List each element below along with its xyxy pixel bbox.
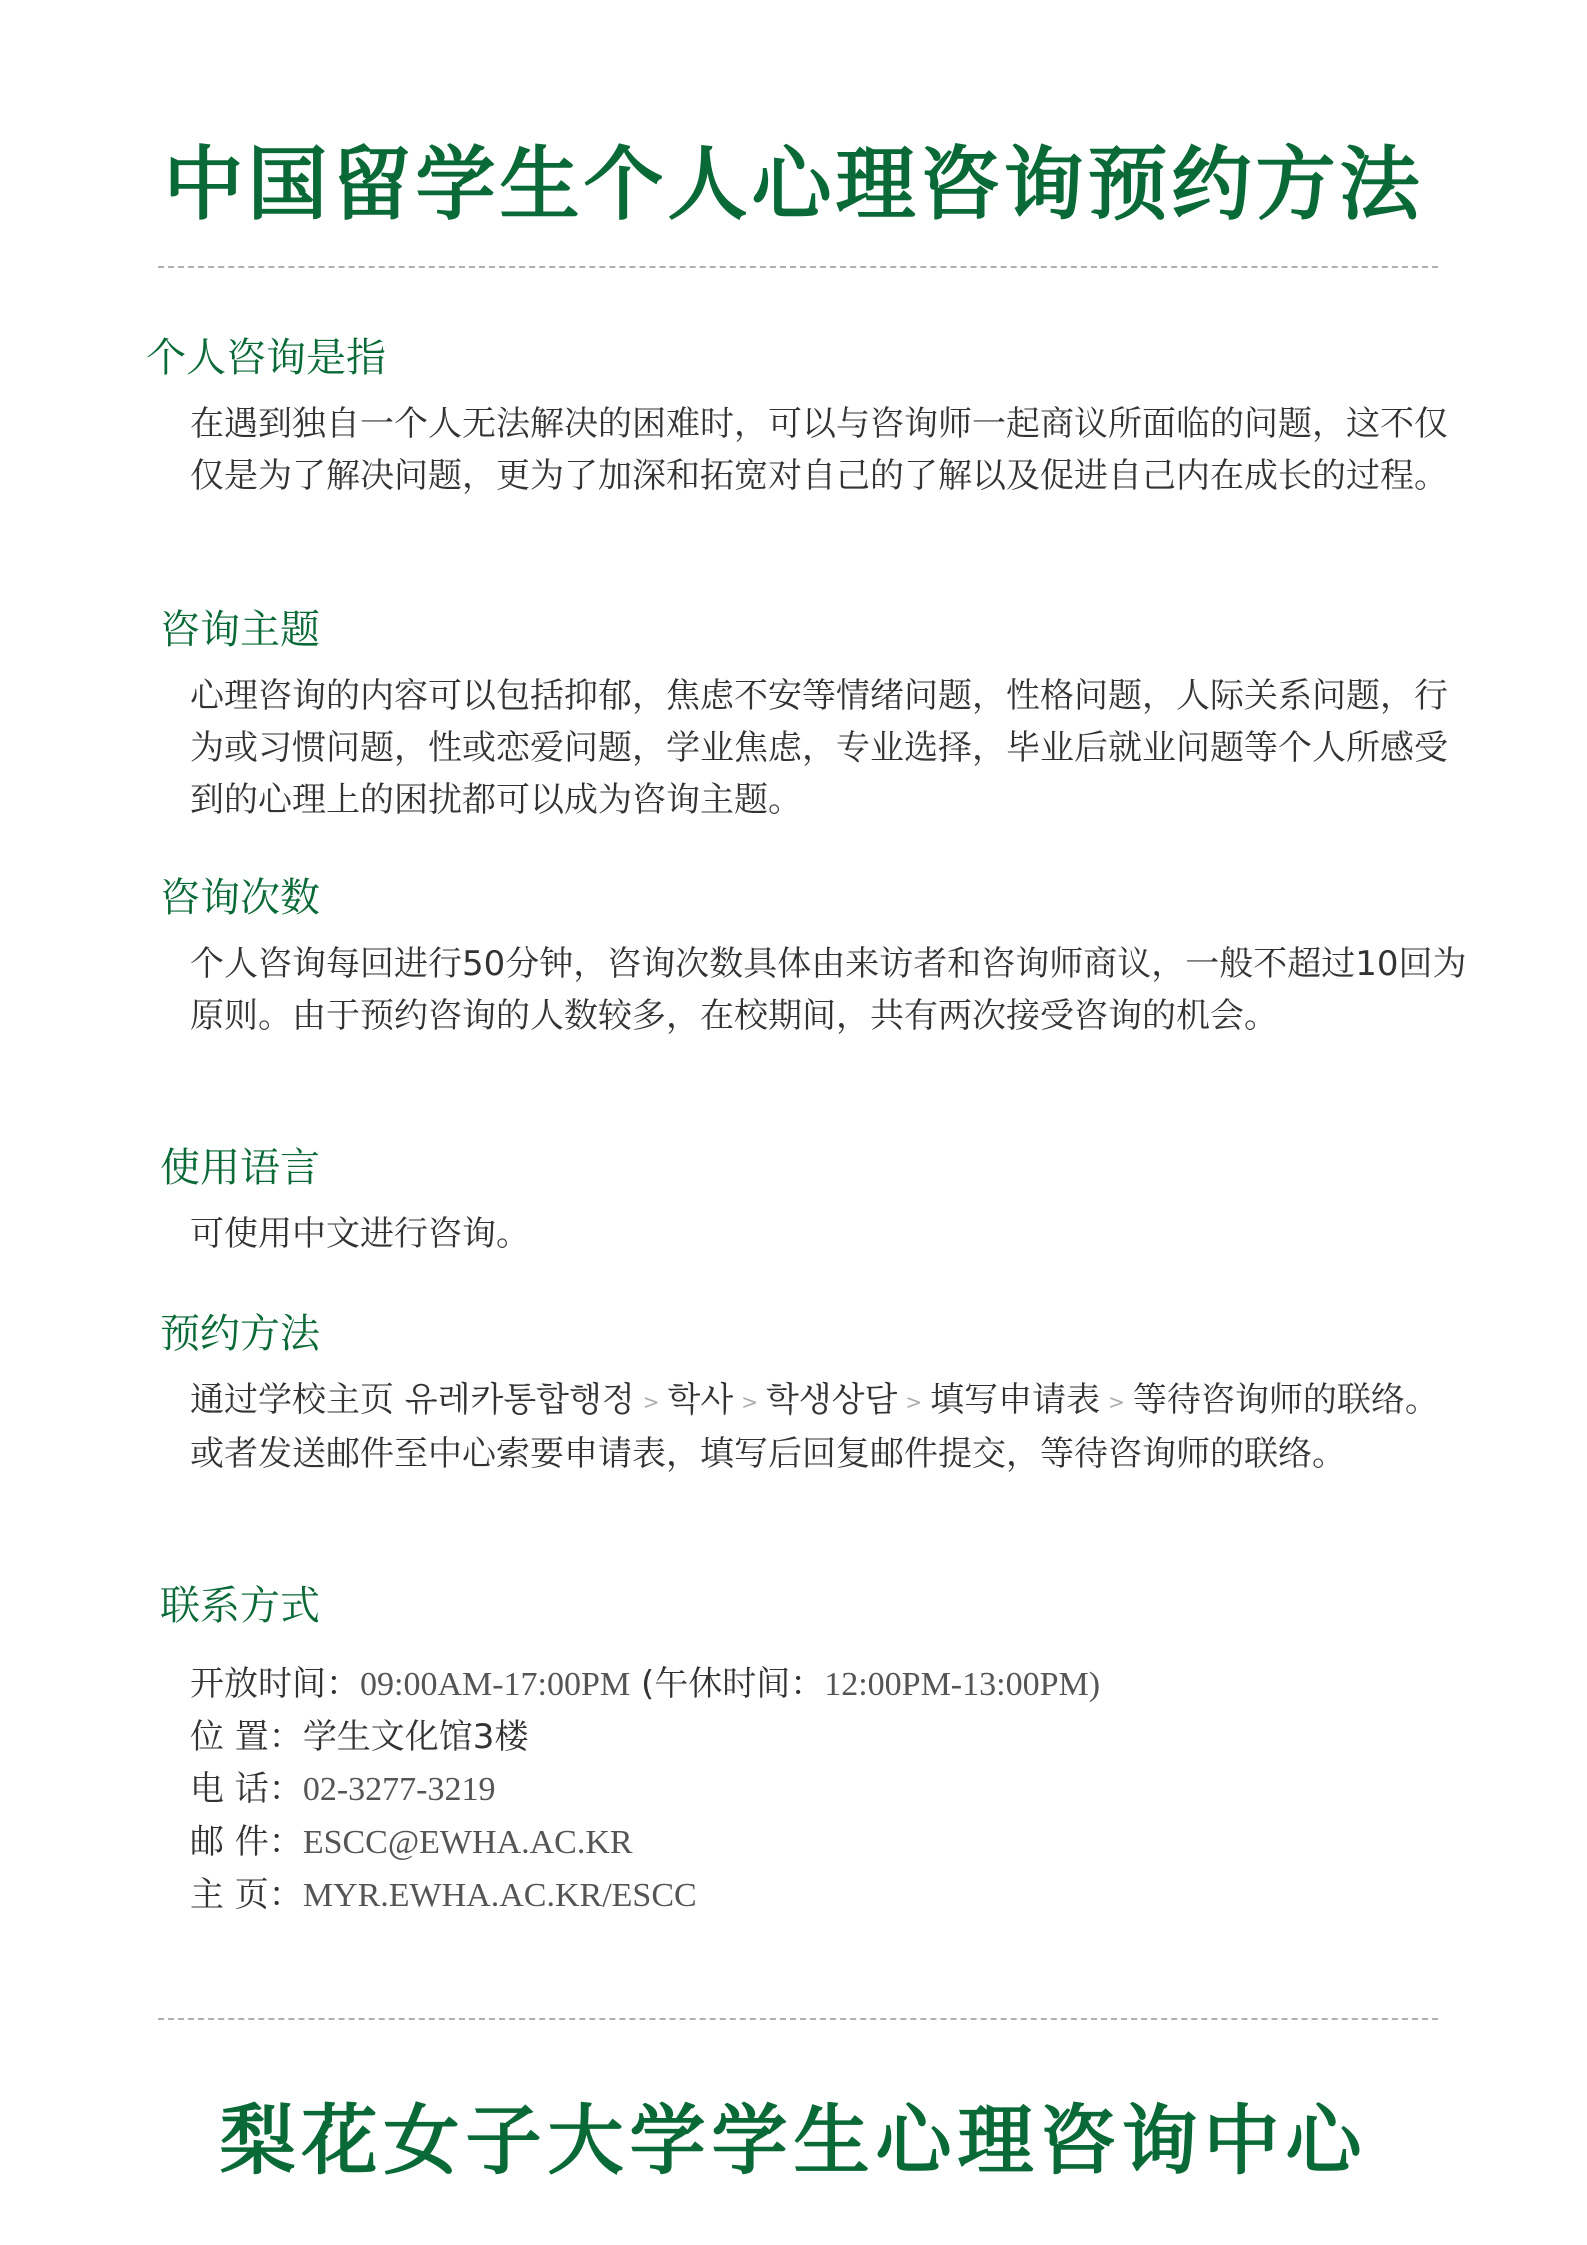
booking-path-step: 학생상담 [765,1380,898,1420]
top-divider [158,266,1438,268]
path-separator: > [741,1389,758,1414]
bottom-divider [158,2018,1438,2020]
section-heading-definition: 个人咨询是指 [146,335,386,381]
section-heading-topics: 咨询主题 [160,607,320,653]
section-heading-booking: 预约方法 [160,1311,320,1357]
contact-hours [190,1658,1470,1711]
phone-value[interactable]: 02-3277-3219 [302,1771,496,1808]
path-separator: > [1108,1389,1125,1414]
section-heading-sessions: 咨询次数 [160,875,320,921]
page-title: 中国留学生个人心理咨询预约方法 [163,138,1424,231]
section-body-booking [190,1374,1470,1480]
break-label: (午休时间： [640,1664,825,1704]
homepage-link[interactable]: MYR.EWHA.AC.KR/ESCC [302,1877,697,1914]
email-link[interactable]: ESCC@EWHA.AC.KR [302,1824,633,1861]
booking-body-after: 的联络。或者发送邮件至中心索要申请表，填写后回复邮件提交，等待咨询师的联络。 [190,1380,1439,1474]
footer-title: 梨花女子大学学生心理咨询中心 [219,2096,1368,2185]
section-body-definition: 在遇到独自一个人无法解决的困难时，可以与咨询师一起商议所面临的问题，这不仅仅是为了解决问题，更为了加深和拓宽对自己的了解以及促进自己内在成长的过程。 [190,404,1448,496]
contact-email [190,1816,1470,1869]
contact-homepage [190,1869,1470,1922]
section-body-sessions: 个人咨询每回进行50分钟，咨询次数具体由来访者和咨询师商议，一般不超过10回为原则。由于预约咨询的人数较多，在校期间，共有两次接受咨询的机会。 [190,944,1467,1036]
email-label: 邮 件： [190,1822,303,1862]
homepage-label: 主 页： [190,1875,303,1915]
section-heading-contact: 联系方式 [160,1583,320,1629]
location-label: 位 置： [190,1717,303,1757]
booking-path-step: 通过学校主页 유레카통합행정 [190,1380,635,1420]
location-value: 学生文化馆3楼 [302,1717,529,1757]
phone-label: 电 话： [190,1769,303,1809]
section-body-topics: 心理咨询的内容可以包括抑郁，焦虑不安等情绪问题，性格问题，人际关系问题，行为或习惯问题，性或恋爱问题，学业焦虑，专业选择，毕业后就业问题等个人所感受到的心理上的困扰都可以成为咨询主题。 [190,676,1448,820]
break-value: 12:00PM-13:00PM) [824,1666,1101,1703]
contact-location [190,1711,1470,1763]
section-body-language: 可使用中文进行咨询。 [190,1214,530,1254]
contact-phone [190,1763,1470,1816]
path-separator: > [905,1389,923,1414]
hours-value: 09:00AM-17:00PM [360,1666,631,1703]
path-separator: > [642,1389,660,1414]
section-heading-language: 使用语言 [160,1145,320,1191]
hours-label: 开放时间： [190,1664,360,1704]
booking-path-step: 填写申请表 [930,1380,1101,1420]
contact-list [190,1658,1470,1922]
booking-path-step: 학사 [667,1380,734,1420]
booking-path-step: 等待咨询师 [1132,1380,1303,1420]
